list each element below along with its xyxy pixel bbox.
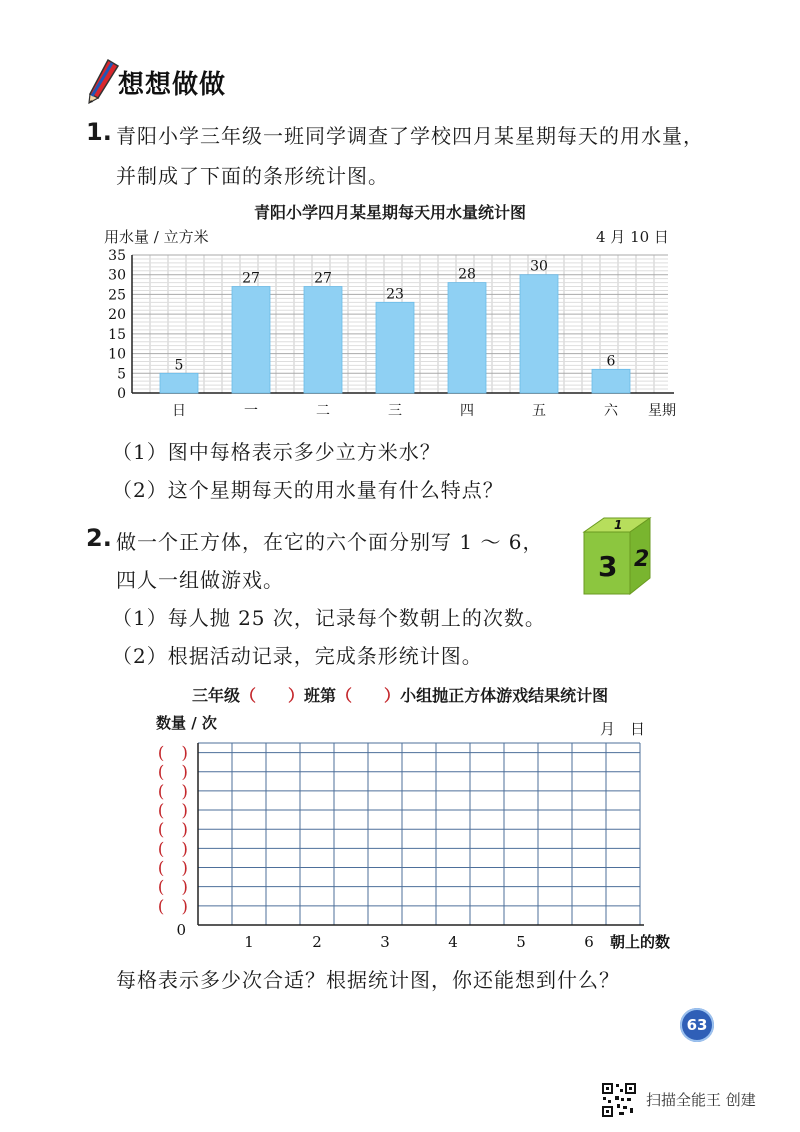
chart-y-tick-label: 0 xyxy=(117,386,126,402)
blank-chart-title-part5: 小组抛正方体游戏结果统计图 xyxy=(400,686,609,705)
chart-y-tick-label: 30 xyxy=(108,267,126,284)
question-2-final: 每格表示多少次合适？根据统计图，你还能想到什么？ xyxy=(116,968,620,992)
chart-x-tick-label: 四 xyxy=(460,403,474,419)
chart-y-tick-label: 20 xyxy=(108,307,126,324)
number-cube-illustration xyxy=(578,516,656,596)
y-axis-blank-label: ( ) xyxy=(157,877,188,898)
blank-chart-date: 月 日 xyxy=(600,720,646,738)
section-header xyxy=(86,58,286,106)
blank-chart-x-tick-label: 3 xyxy=(380,933,390,950)
class-number-blank[interactable]: （ ） xyxy=(240,686,305,705)
question-2-line1: 做一个正方体，在它的六个面分别写 1 ～ 6， xyxy=(116,530,544,554)
y-axis-blank-label: ( ) xyxy=(157,762,188,783)
chart-date: 4 月 10 日 xyxy=(596,228,669,246)
chart-bar-value-label: 5 xyxy=(174,357,184,374)
blank-chart-x-axis-label: 朝上的数 xyxy=(610,933,671,950)
blank-chart-y-label: 数量 / 次 xyxy=(156,714,217,732)
chart-y-axis-label: 用水量 / 立方米 xyxy=(104,228,209,246)
blank-chart-title-part3: 班第 xyxy=(304,686,337,705)
question-2-sub2: （2）根据活动记录，完成条形统计图。 xyxy=(112,644,483,668)
section-title: 想想做做 xyxy=(118,70,227,100)
question-1-sub1: （1）图中每格表示多少立方米水？ xyxy=(112,440,441,464)
y-axis-blank-label: ( ) xyxy=(157,743,188,764)
blank-chart-x-tick-label: 2 xyxy=(312,933,322,950)
chart-y-tick-label: 35 xyxy=(108,248,126,264)
blank-chart-x-tick-label: 6 xyxy=(584,933,594,950)
question-2-sub1: （1）每人抛 25 次，记录每个数朝上的次数。 xyxy=(112,606,546,630)
chart-x-axis-label: 星期 xyxy=(648,403,676,419)
footer-watermark: 扫描全能王 创建 xyxy=(646,1091,756,1109)
question-1-line1: 青阳小学三年级一班同学调查了学校四月某星期每天的用水量， xyxy=(116,124,704,148)
cube-face-top: 1 xyxy=(614,518,623,532)
qr-code-icon xyxy=(601,1082,637,1118)
y-axis-blank-label: ( ) xyxy=(157,820,188,841)
chart-x-tick-label: 三 xyxy=(388,403,402,419)
chart-x-tick-label: 六 xyxy=(604,403,618,419)
chart-bar-value-label: 28 xyxy=(458,266,476,283)
chart-bar xyxy=(448,283,486,393)
blank-grid-chart xyxy=(150,735,695,950)
chart-bar-value-label: 23 xyxy=(386,286,404,303)
chart-bar-value-label: 30 xyxy=(530,258,548,275)
chart-y-tick-label: 10 xyxy=(108,346,126,363)
chart-bar xyxy=(160,373,198,393)
question-2-line2: 四人一组做游戏。 xyxy=(116,568,284,592)
chart-y-tick-label: 25 xyxy=(108,287,126,304)
chart-x-tick-label: 日 xyxy=(172,403,186,419)
chart-x-tick-label: 二 xyxy=(316,403,330,419)
blank-chart-x-tick-label: 1 xyxy=(244,933,254,950)
blank-chart-x-tick-label: 4 xyxy=(448,933,458,950)
chart-x-tick-label: 五 xyxy=(532,403,546,419)
question-2-number: 2. xyxy=(86,524,112,552)
chart-bar xyxy=(592,369,630,393)
blank-chart-title-part1: 三年级 xyxy=(192,686,241,705)
question-1-number: 1. xyxy=(86,118,112,146)
cube-face-side: 2 xyxy=(634,547,650,572)
chart-bar xyxy=(520,275,558,393)
chart-x-tick-label: 一 xyxy=(244,403,258,419)
y-axis-blank-label: ( ) xyxy=(157,839,188,860)
chart-y-tick-label: 5 xyxy=(117,366,126,383)
chart-bar xyxy=(376,302,414,393)
chart-y-tick-label: 15 xyxy=(108,326,126,343)
y-axis-blank-label: ( ) xyxy=(157,896,188,917)
blank-chart-zero-label: 0 xyxy=(176,921,186,939)
cube-face-front: 3 xyxy=(598,550,618,583)
question-1-line2: 并制成了下面的条形统计图。 xyxy=(116,164,389,188)
chart-title: 青阳小学四月某星期每天用水量统计图 xyxy=(254,203,527,222)
y-axis-blank-label: ( ) xyxy=(157,801,188,822)
y-axis-blank-label: ( ) xyxy=(157,858,188,879)
page-number: 63 xyxy=(680,1008,714,1042)
chart-bar-value-label: 27 xyxy=(242,270,260,287)
chart-bar xyxy=(304,287,342,393)
water-usage-bar-chart xyxy=(90,245,700,425)
y-axis-blank-label: ( ) xyxy=(157,781,188,802)
chart-bar-value-label: 27 xyxy=(314,270,332,287)
question-1-sub2: （2）这个星期每天的用水量有什么特点？ xyxy=(112,478,504,502)
chart-bar-value-label: 6 xyxy=(606,353,616,370)
pencil-icon xyxy=(86,58,120,104)
chart-bar xyxy=(232,287,270,393)
blank-chart-x-tick-label: 5 xyxy=(516,933,526,950)
blank-chart-title xyxy=(192,683,608,706)
group-number-blank[interactable]: （ ） xyxy=(336,686,401,705)
